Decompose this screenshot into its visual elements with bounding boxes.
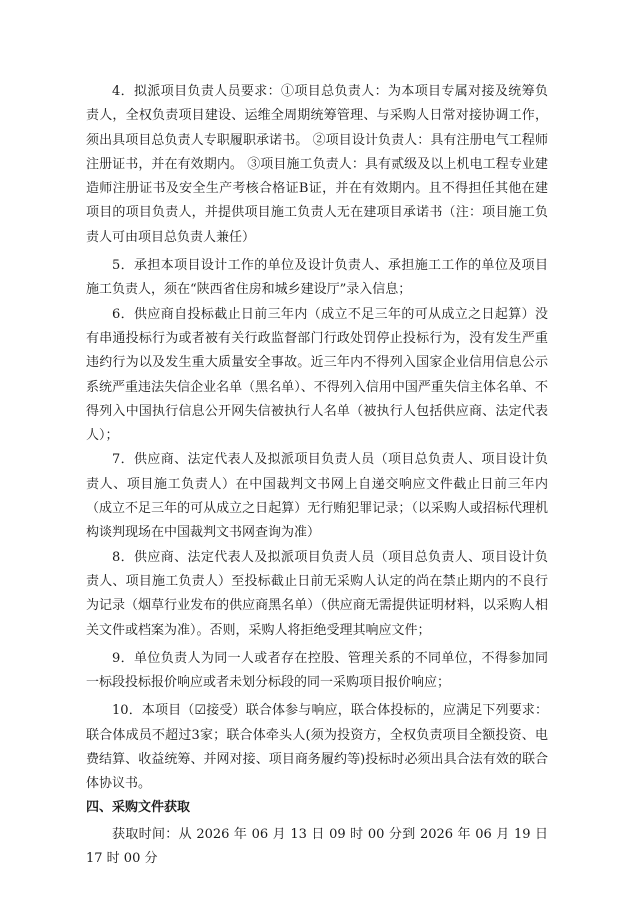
section-heading: 四、采购文件获取 xyxy=(86,799,191,815)
paragraph-item-8: 8．供应商、法定代表人及拟派项目负责人员（项目总负责人、项目设计负责人、项目施工负责人）至投标截止日前无采购人认定的尚在禁止期内的不良行为记录（烟草行业发布的供应商黑名单）（供应商无需提供证明材料，以采购人相关文件或档案为准）。否则，采购人将拒绝受理其响应文件； xyxy=(86,549,548,638)
paragraph-item-9: 9．单位负责人为同一人或者存在控股、管理关系的不同单位，不得参加同一标段投标报价响应或者未划分标段的同一采购项目报价响应； xyxy=(86,650,548,691)
paragraph-item-5: 5．承担本项目设计工作的单位及设计负责人、承担施工工作的单位及项目施工负责人，须在“陕西省住房和城乡建设厅”录入信息； xyxy=(86,258,548,298)
document-body xyxy=(86,80,548,871)
acquisition-time-line: 获取时间：从 2026 年 06 月 13 日 09 时 00 分到 2026 年 06 月 19 日 17 时 00 分 xyxy=(86,826,548,866)
paragraph-item-10: 10．本项目（☑接受）联合体参与响应，联合体投标的，应满足下列要求：联合体成员不超过3家；联合体牵头人(须为投资方，全权负责项目全额投资、电费结算、收益统筹、并网对接、项目商务履约等)投标时必须出具合法有效的联合体协议书。 xyxy=(86,703,548,792)
paragraph-item-4: 4．拟派项目负责人员要求：①项目总负责人：为本项目专属对接及统筹负责人，全权负责项目建设、运维全周期统筹管理、与采购人日常对接协调工作，须出具项目总负责人专职履职承诺书。 ②项目设计负责人：具有注册电气工程师注册证书，并在有效期内。 ③项目施工负责人：具有贰级及以上机电工程专业建造师注册证书及安全生产考核合格证B证，并在有效期内。且不得担任其他在建项目的项目负责人，并提供项目施工负责人无在建项目承诺书（注：项目施工负责人可由项目总负责人兼任） xyxy=(86,84,548,245)
paragraph-item-7: 7．供应商、法定代表人及拟派项目负责人员（项目总负责人、项目设计负责人、项目施工负责人）在中国裁判文书网上自递交响应文件截止日前三年内（成立不足三年的可从成立之日起算）无行贿犯罪记录；（以采购人或招标代理机构谈判现场在中国裁判文书网查询为准） xyxy=(86,452,548,541)
paragraph-item-6: 6．供应商自投标截止日前三年内（成立不足三年的可从成立之日起算）没有串通投标行为或者被有关行政监督部门行政处罚停止投标行为，没有发生严重违约行为以及发生重大质量安全事故。近三年内不得列入国家企业信用信息公示系统严重违法失信企业名单（黑名单）、不得列入信用中国严重失信主体名单、不得列入中国执行信息公开网失信被执行人名单（被执行人包括供应商、法定代表人）； xyxy=(86,306,548,444)
